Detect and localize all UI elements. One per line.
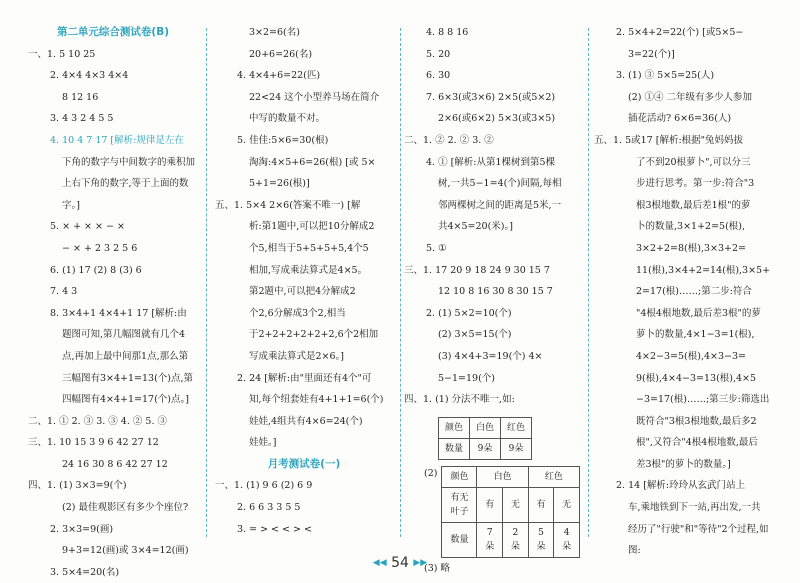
answer-line: 知,每个纽套娃有4+1+1=6(个) — [249, 394, 384, 406]
answer-line: 了不到20根萝卜",可以分三 — [636, 156, 751, 168]
answer-line: 于2+2+2+2+2+2,6个2相加 — [249, 329, 379, 341]
answer-line: 三、1. 17 20 9 18 24 9 30 15 7 — [404, 264, 550, 276]
answer-line: 11(根),3×4+2=14(根),3×5+ — [636, 264, 771, 276]
answer-line: 步进行思考。第一步:符合"3 — [636, 178, 755, 190]
question-2-block — [404, 466, 580, 558]
answer-line: 车,乘地铁到下一站,再出发,一共 — [628, 502, 761, 514]
answer-line: 二、1. ① 2. ③ 3. ③ 4. ② 5. ③ — [28, 415, 167, 427]
answer-line: 既符合"3根3根地数,最后多2 — [636, 415, 757, 427]
table-header-cell: 白色 — [477, 466, 528, 487]
answer-line: 五、1. 5或17 [解析:根据"兔妈妈拔 — [594, 134, 744, 146]
table-header-cell: 红色 — [501, 417, 532, 438]
column-1 — [28, 22, 198, 583]
table-header-cell: 颜色 — [439, 417, 470, 438]
answer-line: 邻两棵树之间的距离是5米,一 — [438, 199, 562, 211]
page-number: 54 — [391, 555, 409, 571]
table-cell: 7朵 — [477, 522, 503, 557]
double-left-arrow-icon: ◀◀ — [372, 558, 387, 568]
answer-line: −3=17(根)……;第三步:筛选出 — [636, 394, 770, 406]
answer-line: 五、1. 5×4 2×6(答案不唯一) [解 — [215, 199, 361, 211]
answer-line: 中写的数量不对。 — [249, 113, 326, 125]
table-cell: 9朵 — [501, 438, 532, 459]
answer-line: 四、1. (1) 分法不唯一,如: — [404, 394, 515, 406]
answer-line: "4根4根地数,最后差3根"的萝 — [636, 307, 761, 319]
answer-line: 8. 3×4+1 4×4+1 17 [解析:由 — [50, 307, 187, 319]
answer-line: 4. ① [解析:从第1棵树到第5棵 — [426, 156, 556, 168]
table-header-cell: 白色 — [470, 417, 501, 438]
answer-line: 24 16 30 8 6 42 27 12 — [62, 458, 168, 470]
answer-line: 4. 4×4+6=22(匹) — [237, 70, 321, 82]
answer-line: 3×2+2=8(根),3×3+2= — [636, 242, 747, 254]
answer-line: 第2题中,可以把4分解成2 — [249, 286, 356, 298]
answer-line: − × + 2 3 2 5 6 — [62, 242, 138, 254]
answer-line: 3. (1) ③ 5×5=25(人) — [616, 70, 715, 82]
column-4 — [594, 22, 784, 562]
flower-leaf-table — [441, 466, 580, 558]
answer-line: 3. 4 3 2 4 5 5 — [50, 113, 114, 125]
answer-line: 经历了"行驶"和"等待"2个过程,如 — [628, 523, 769, 535]
answer-line: 2×6(或6×2) 5×3(或3×5) — [438, 113, 556, 125]
page-footer — [0, 555, 800, 571]
table-cell: 有 — [477, 487, 503, 522]
answer-line: 7. 6×3(或3×6) 2×5(或5×2) — [426, 91, 556, 103]
table-cell: 有 — [528, 487, 554, 522]
answer-line: 3. = > < < > < — [237, 523, 312, 535]
answer-line: 差3根"的萝卜的数量。] — [636, 458, 731, 470]
answer-line: 2. 3×3=9(画) — [50, 523, 114, 535]
answer-line: 5−1=19(个) — [438, 372, 496, 384]
flower-color-table — [438, 417, 532, 460]
answer-line: 3=22(个)] — [628, 48, 675, 60]
answer-line: 3×2=6(名) — [249, 27, 300, 38]
answer-line: 插花活动? 6×6=36(人) — [628, 113, 732, 125]
answer-line: 写成乘法算式是2×6。] — [249, 350, 345, 362]
answer-line: 6. (1) 17 (2) 8 (3) 6 — [50, 264, 142, 276]
double-right-arrow-icon: ▶▶ — [413, 558, 428, 568]
answer-line: (3) 4×4+3=19(个) 4× — [438, 350, 543, 362]
answer-line: 共4×5=20(米)。] — [438, 221, 513, 233]
table-row-label: 数量 — [442, 522, 477, 557]
answer-line: 5+1=26(根)] — [249, 178, 310, 190]
answer-line: (2) 3×5=15(个) — [438, 329, 512, 341]
answer-line: 下角的数字与中间数字的乘积加 — [62, 156, 196, 168]
column-3 — [404, 22, 580, 579]
answer-line: 字。] — [62, 199, 80, 211]
answer-line: 7. 4 3 — [50, 286, 78, 298]
answer-line: 相加,写成乘法算式是4×5。 — [249, 264, 368, 276]
answer-line: 四幅图有4×4+1=17(个)点。] — [62, 394, 189, 406]
answer-line: (3) 略 — [424, 562, 450, 574]
answer-line: 四、1. (1) 3×3=9(个) — [28, 480, 127, 492]
question-label: (2) — [424, 467, 438, 479]
answer-line: 9(根),4×4−3=13(根),4×5 — [636, 372, 757, 384]
answer-line: 一、1. (1) 9 6 (2) 6 9 — [215, 480, 313, 492]
table-cell: 9朵 — [470, 438, 501, 459]
answer-line: 娃娃,4组共有4×6=24(个) — [249, 415, 363, 427]
answer-line: 5. × + × × − × — [50, 221, 125, 233]
table-row-label: 数量 — [439, 438, 470, 459]
answer-line: (2) ①④ 二年级有多少人参加 — [628, 91, 752, 103]
answer-line: 根3根地数,最后差1根"的萝 — [636, 199, 751, 211]
answer-line: 个2,6分解成3个2,相当 — [249, 307, 346, 319]
answer-line: 题图可知,第几幅图就有几个4 — [62, 329, 186, 341]
answer-line: 22<24 这个小型养马场在简介 — [249, 91, 380, 103]
answer-line: 6. 30 — [426, 70, 451, 82]
answer-line: 2. 5×4+2=22(个) [或5×5− — [616, 27, 744, 38]
answer-line: 12 10 8 16 30 8 30 15 7 — [438, 286, 553, 298]
answer-line: 5. 佳佳:5×6=30(根) — [237, 134, 329, 146]
table-row-label: 有无叶子 — [442, 487, 477, 522]
column-2 — [215, 22, 393, 540]
column-divider — [206, 28, 207, 537]
answer-line: 20+6=26(名) — [249, 48, 313, 60]
table-cell: 4朵 — [554, 522, 580, 557]
answer-line: 4. 10 4 7 17 [解析:规律是左在 — [50, 134, 184, 146]
answer-line: 二、1. ② 2. ② 3. ② — [404, 134, 494, 146]
answer-line: 三、1. 10 15 3 9 6 42 27 12 — [28, 437, 159, 449]
answer-line: 9+3=12(画)或 3×4=12(画) — [62, 545, 189, 557]
answer-line: 5. 20 — [426, 48, 451, 60]
table-cell: 5朵 — [528, 522, 554, 557]
answer-line: 2. (1) 5×2=10(个) — [426, 307, 512, 319]
table-header-cell: 红色 — [528, 466, 579, 487]
answer-line: 5. ① — [426, 242, 447, 254]
column-divider — [588, 28, 589, 537]
column-divider — [400, 28, 401, 537]
answer-line: 2. 4×4 4×3 4×4 — [50, 70, 129, 82]
answer-line: 4. 8 8 16 — [426, 27, 469, 38]
answer-line: 2. 24 [解析:由"里面还有4个"可 — [237, 372, 372, 384]
answer-line: 4×2−3=5(根),4×3−3= — [636, 350, 747, 362]
answer-line: 图: — [628, 545, 641, 557]
table-cell: 无 — [554, 487, 580, 522]
answer-line: 一、1. 5 10 25 — [28, 48, 96, 60]
answer-line: 2. 6 6 3 3 5 5 — [237, 502, 301, 514]
answer-line: 树,一共5−1=4(个)间隔,每相 — [438, 178, 562, 190]
answer-line: 萝卜的数量,4×1−3=1(根), — [636, 329, 755, 341]
answer-line: 淘淘:4×5+6=26(根) [或 5× — [249, 156, 376, 168]
table-cell: 无 — [503, 487, 529, 522]
section-title-unit2: 第二单元综合测试卷(B) — [56, 26, 170, 38]
answer-line: 娃娃。] — [249, 437, 277, 449]
table-header-cell: 颜色 — [442, 466, 477, 487]
answer-line: 8 12 16 — [62, 91, 99, 103]
answer-line: 2. 14 [解析:玲玲从玄武门站上 — [616, 480, 746, 492]
answer-line: 2=17(根)……;第二步:符合 — [636, 286, 752, 298]
answer-line: 卜的数量,3×1+2=5(根), — [636, 221, 746, 233]
answer-line: 个5,相当于5+5+5+5,4个5 — [249, 242, 369, 254]
answer-line: 析:第1题中,可以把10分解成2 — [249, 221, 375, 233]
section-title-monthly-test: 月考测试卷(一) — [267, 457, 341, 470]
answer-line: 点,再加上最中间那1点,那么第 — [62, 350, 189, 362]
table-cell: 2朵 — [503, 522, 529, 557]
answer-line: 三幅图有3×4+1=13(个)点,第 — [62, 372, 194, 384]
answer-line: (2) 最佳观影区有多少个座位? — [62, 502, 189, 514]
answer-line: 3. 5×4=20(名) — [50, 566, 120, 578]
answer-line: 根",又符合"4根4根地数,最后 — [636, 437, 758, 449]
answer-line: 上右下角的数字,等于上面的数 — [62, 178, 189, 190]
